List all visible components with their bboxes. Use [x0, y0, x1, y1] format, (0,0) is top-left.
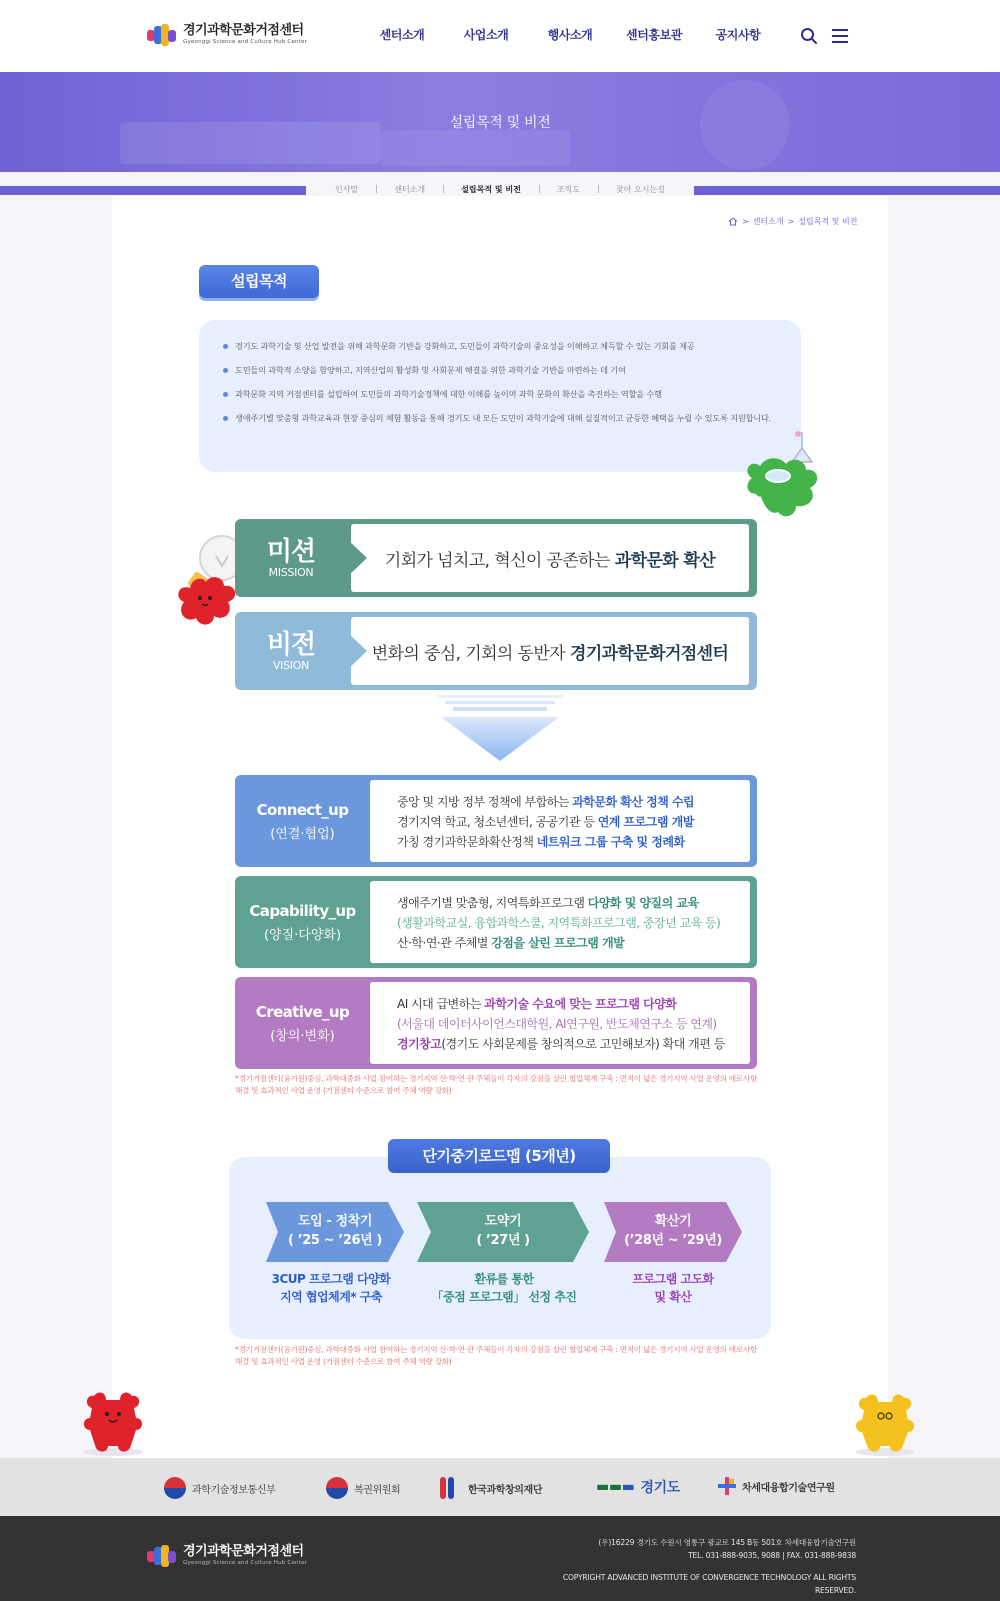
breadcrumb-item-current: 설립목적 및 비전	[798, 217, 858, 226]
phase-2	[417, 1202, 589, 1262]
aict-logo-icon	[718, 1477, 736, 1495]
cup-title: Creative_up	[255, 1002, 350, 1021]
subtab-directions[interactable]: 찾아 오시는길	[598, 184, 683, 195]
phase-name: 도약기	[484, 1214, 522, 1229]
phase-1-description: 3CUP 프로그램 다양화 지역 협업체계* 구축	[271, 1272, 391, 1304]
capability-up-card	[235, 876, 757, 968]
cup-title: Connect_up	[256, 800, 349, 819]
search-icon[interactable]	[800, 27, 818, 45]
partner-aict[interactable]	[718, 1477, 835, 1495]
logo-mark-icon	[147, 24, 177, 46]
phase-name: 도입 - 정착기	[297, 1214, 373, 1229]
partner-msit[interactable]	[164, 1477, 275, 1499]
nav-item-pr[interactable]: 센터홍보관	[626, 28, 682, 42]
nav-item-notice[interactable]: 공지사항	[715, 28, 761, 42]
home-icon[interactable]	[728, 217, 738, 226]
subtab-organization[interactable]: 조직도	[539, 184, 598, 195]
partner-name: 과학기술정보통신부	[192, 1484, 276, 1496]
page-title: 설립목적 및 비전	[449, 115, 551, 131]
footer-info	[540, 1536, 856, 1597]
footer-logo-title: 경기과학문화거점센터	[183, 1544, 304, 1559]
footer-copyright: COPYRIGHT ADVANCED INSTITUTE OF CONVERGENCE TECHNOLOGY ALL RIGHTS RESERVED.	[562, 1573, 856, 1595]
mission-subtitle: MISSION	[268, 565, 314, 579]
cup-subtitle: (연결·협업)	[270, 826, 335, 842]
phase-3	[604, 1202, 742, 1262]
cup-line: 경기지역 학교, 청소년센터, 공공기관 등 연계 프로그램 개발	[397, 815, 694, 829]
vision-title: 비전	[266, 629, 316, 660]
hamburger-menu-icon[interactable]	[832, 29, 848, 43]
partner-name: 복권위원회	[354, 1484, 401, 1496]
phase-period: ( ’27년 )	[476, 1233, 530, 1248]
cup-line: 경기창고(경기도 사회문제를 창의적으로 고민해보자) 확대 개편 등	[397, 1037, 725, 1051]
partner-name: 차세대융합기술연구원	[742, 1482, 835, 1494]
logo-title: 경기과학문화거점센터	[183, 23, 304, 38]
vision-statement	[351, 617, 749, 685]
cup-line: (서울대 데이터사이언스대학원, AI연구원, 반도체연구소 등 연계)	[397, 1017, 717, 1031]
nav-item-business[interactable]: 사업소개	[463, 28, 509, 42]
phase-1	[266, 1202, 404, 1262]
partner-name: 경기도	[640, 1480, 680, 1496]
partner-logos	[0, 1458, 1000, 1516]
breadcrumb-separator: >	[742, 217, 749, 226]
cup-subtitle: (창의·변화)	[270, 1028, 335, 1044]
site-header	[0, 0, 1000, 72]
creative-up-card	[235, 977, 757, 1069]
vision-highlight: 경기과학문화거점센터	[570, 643, 729, 664]
mission-row	[235, 519, 757, 597]
footnote: *경기거점센터(융기원)중심, 과학대중화 사업 참여하는 경기지역 산·학·연·관 주체들이 각자의 강점을 살린 협업체계 구축 : 면적이 넓은 경기지역 사업 운영의 애로사항 해결 및 효과적인 사업 운영 (거점센터 수준으로 참여 주체 역량 강화)	[235, 1345, 757, 1366]
down-arrow-icon	[437, 695, 563, 761]
cup-subtitle: (양질·다양화)	[263, 927, 342, 943]
purpose-item: 생애주기별 맞춤형 과학교육과 현장 중심의 체험 활동을 통해 경기도 내 모든 도민이 과학기술에 대해 실질적이고 균등한 혜택을 누릴 수 있도록 지원합니다.	[223, 412, 775, 425]
vision-text: 변화의 중심, 기회의 동반자	[371, 643, 566, 664]
partner-gyeonggi[interactable]	[596, 1477, 680, 1497]
cup-line: 산·학·연·관 주체별 강점을 살린 프로그램 개발	[397, 936, 625, 950]
partner-name: 한국과학창의재단	[468, 1484, 543, 1496]
taegeuk-icon	[326, 1477, 348, 1499]
vision-row	[235, 612, 757, 690]
footer-logo[interactable]	[147, 1544, 307, 1567]
breadcrumb-separator: >	[787, 217, 795, 226]
phase-period: ( ’25 ~ ’26년 )	[288, 1233, 382, 1248]
partner-kofac[interactable]	[440, 1477, 542, 1499]
mission-highlight: 과학문화 확산	[614, 550, 716, 571]
logo-subtitle: Gyeonggi Science and Culture Hub Center	[183, 39, 308, 45]
page-banner	[0, 72, 1000, 172]
taegeuk-icon	[164, 1477, 186, 1499]
footnote: *경기거점센터(융기원)중심, 과학대중화 사업 참여하는 경기지역 산·학·연·관 주체들이 각자의 강점을 살린 협업체계 구축 : 면적이 넓은 경기지역 사업 운영의 애로사항 해결 및 효과적인 사업 운영 (거점센터 수준으로 참여 주체 역량 강화)	[235, 1074, 757, 1095]
kofac-logo-icon	[440, 1477, 462, 1499]
footer-contact: TEL. 031-888-9035, 9088 | FAX. 031-888-9838	[688, 1551, 856, 1560]
cup-title: Capability_up	[249, 901, 356, 920]
purpose-section-label: 설립목적	[199, 265, 319, 298]
vision-subtitle: VISION	[272, 658, 310, 672]
phase-period: (’28년 ~ ’29년)	[624, 1233, 722, 1248]
purpose-box	[199, 320, 801, 472]
partner-lottery-commission[interactable]	[326, 1477, 400, 1499]
logo-mark-icon	[147, 1545, 177, 1567]
nav-item-events[interactable]: 행사소개	[547, 28, 593, 42]
mission-statement	[351, 524, 749, 592]
purpose-item: 도민들의 과학적 소양을 함양하고, 지역산업의 활성화 및 사회문제 해결을 위한 과학기술 기반을 마련하는 데 기여	[223, 364, 775, 377]
cup-line: (생활과학교실, 융합과학스쿨, 지역특화프로그램, 중장년 교육 등)	[397, 916, 721, 930]
purpose-item: 경기도 과학기술 및 산업 발전을 위해 과학문화 기반을 강화하고, 도민들이 과학기술의 중요성을 이해하고 체득할 수 있는 기회를 제공	[223, 340, 775, 353]
phase-3-description: 프로그램 고도화 및 확산	[632, 1272, 714, 1304]
sub-navigation	[0, 184, 1000, 196]
yellow-mascot-icon	[852, 1390, 918, 1456]
roadmap-title: 단기중기로드맵 (5개년)	[388, 1139, 610, 1173]
mission-title: 미션	[266, 536, 316, 567]
cup-line: 가칭 경기과학문화확산정책 네트워크 그룹 구축 및 정례화	[397, 835, 685, 849]
cup-line: 생애주기별 맞춤형, 지역특화프로그램 다양화 및 양질의 교육	[397, 896, 699, 910]
green-mascot-icon	[740, 428, 824, 524]
subtab-center[interactable]: 센터소개	[376, 184, 443, 195]
footer-address: (우)16229 경기도 수원시 영통구 광교로 145 B동 501호 차세대융합기술연구원	[598, 1538, 856, 1547]
subtab-purpose-vision[interactable]: 설립목적 및 비전	[443, 184, 539, 195]
gyeonggi-logo-icon: ▬▬▬	[596, 1479, 635, 1495]
phase-2-description: 환류를 통한 「중점 프로그램」 선정 추진	[431, 1272, 577, 1304]
site-footer	[0, 1516, 1000, 1601]
connect-up-card	[235, 775, 757, 867]
main-nav	[360, 26, 780, 43]
phase-name: 확산기	[654, 1214, 692, 1229]
breadcrumb-item-center[interactable]: 센터소개	[752, 217, 784, 226]
cup-line: 중앙 및 지방 정부 정책에 부합하는 과학문화 확산 정책 수립	[397, 795, 695, 809]
mission-text: 기회가 넘치고, 혁신이 공존하는	[384, 550, 610, 571]
subtab-greeting[interactable]: 인사말	[335, 185, 359, 194]
purpose-item: 과학문화 지역 거점센터를 설립하여 도민들의 과학기술정책에 대한 이해를 높이며 과학 문화의 확산을 촉진하는 역할을 수행	[223, 388, 775, 401]
breadcrumb	[728, 216, 858, 227]
cup-line: AI 시대 급변하는 과학기술 수요에 맞는 프로그램 다양화	[397, 997, 677, 1011]
nav-item-center[interactable]: 센터소개	[379, 28, 425, 42]
footer-logo-subtitle: Gyeonggi Science and Culture Hub Center	[183, 1560, 308, 1566]
site-logo[interactable]	[147, 23, 307, 46]
red-mascot-icon	[80, 1390, 146, 1456]
